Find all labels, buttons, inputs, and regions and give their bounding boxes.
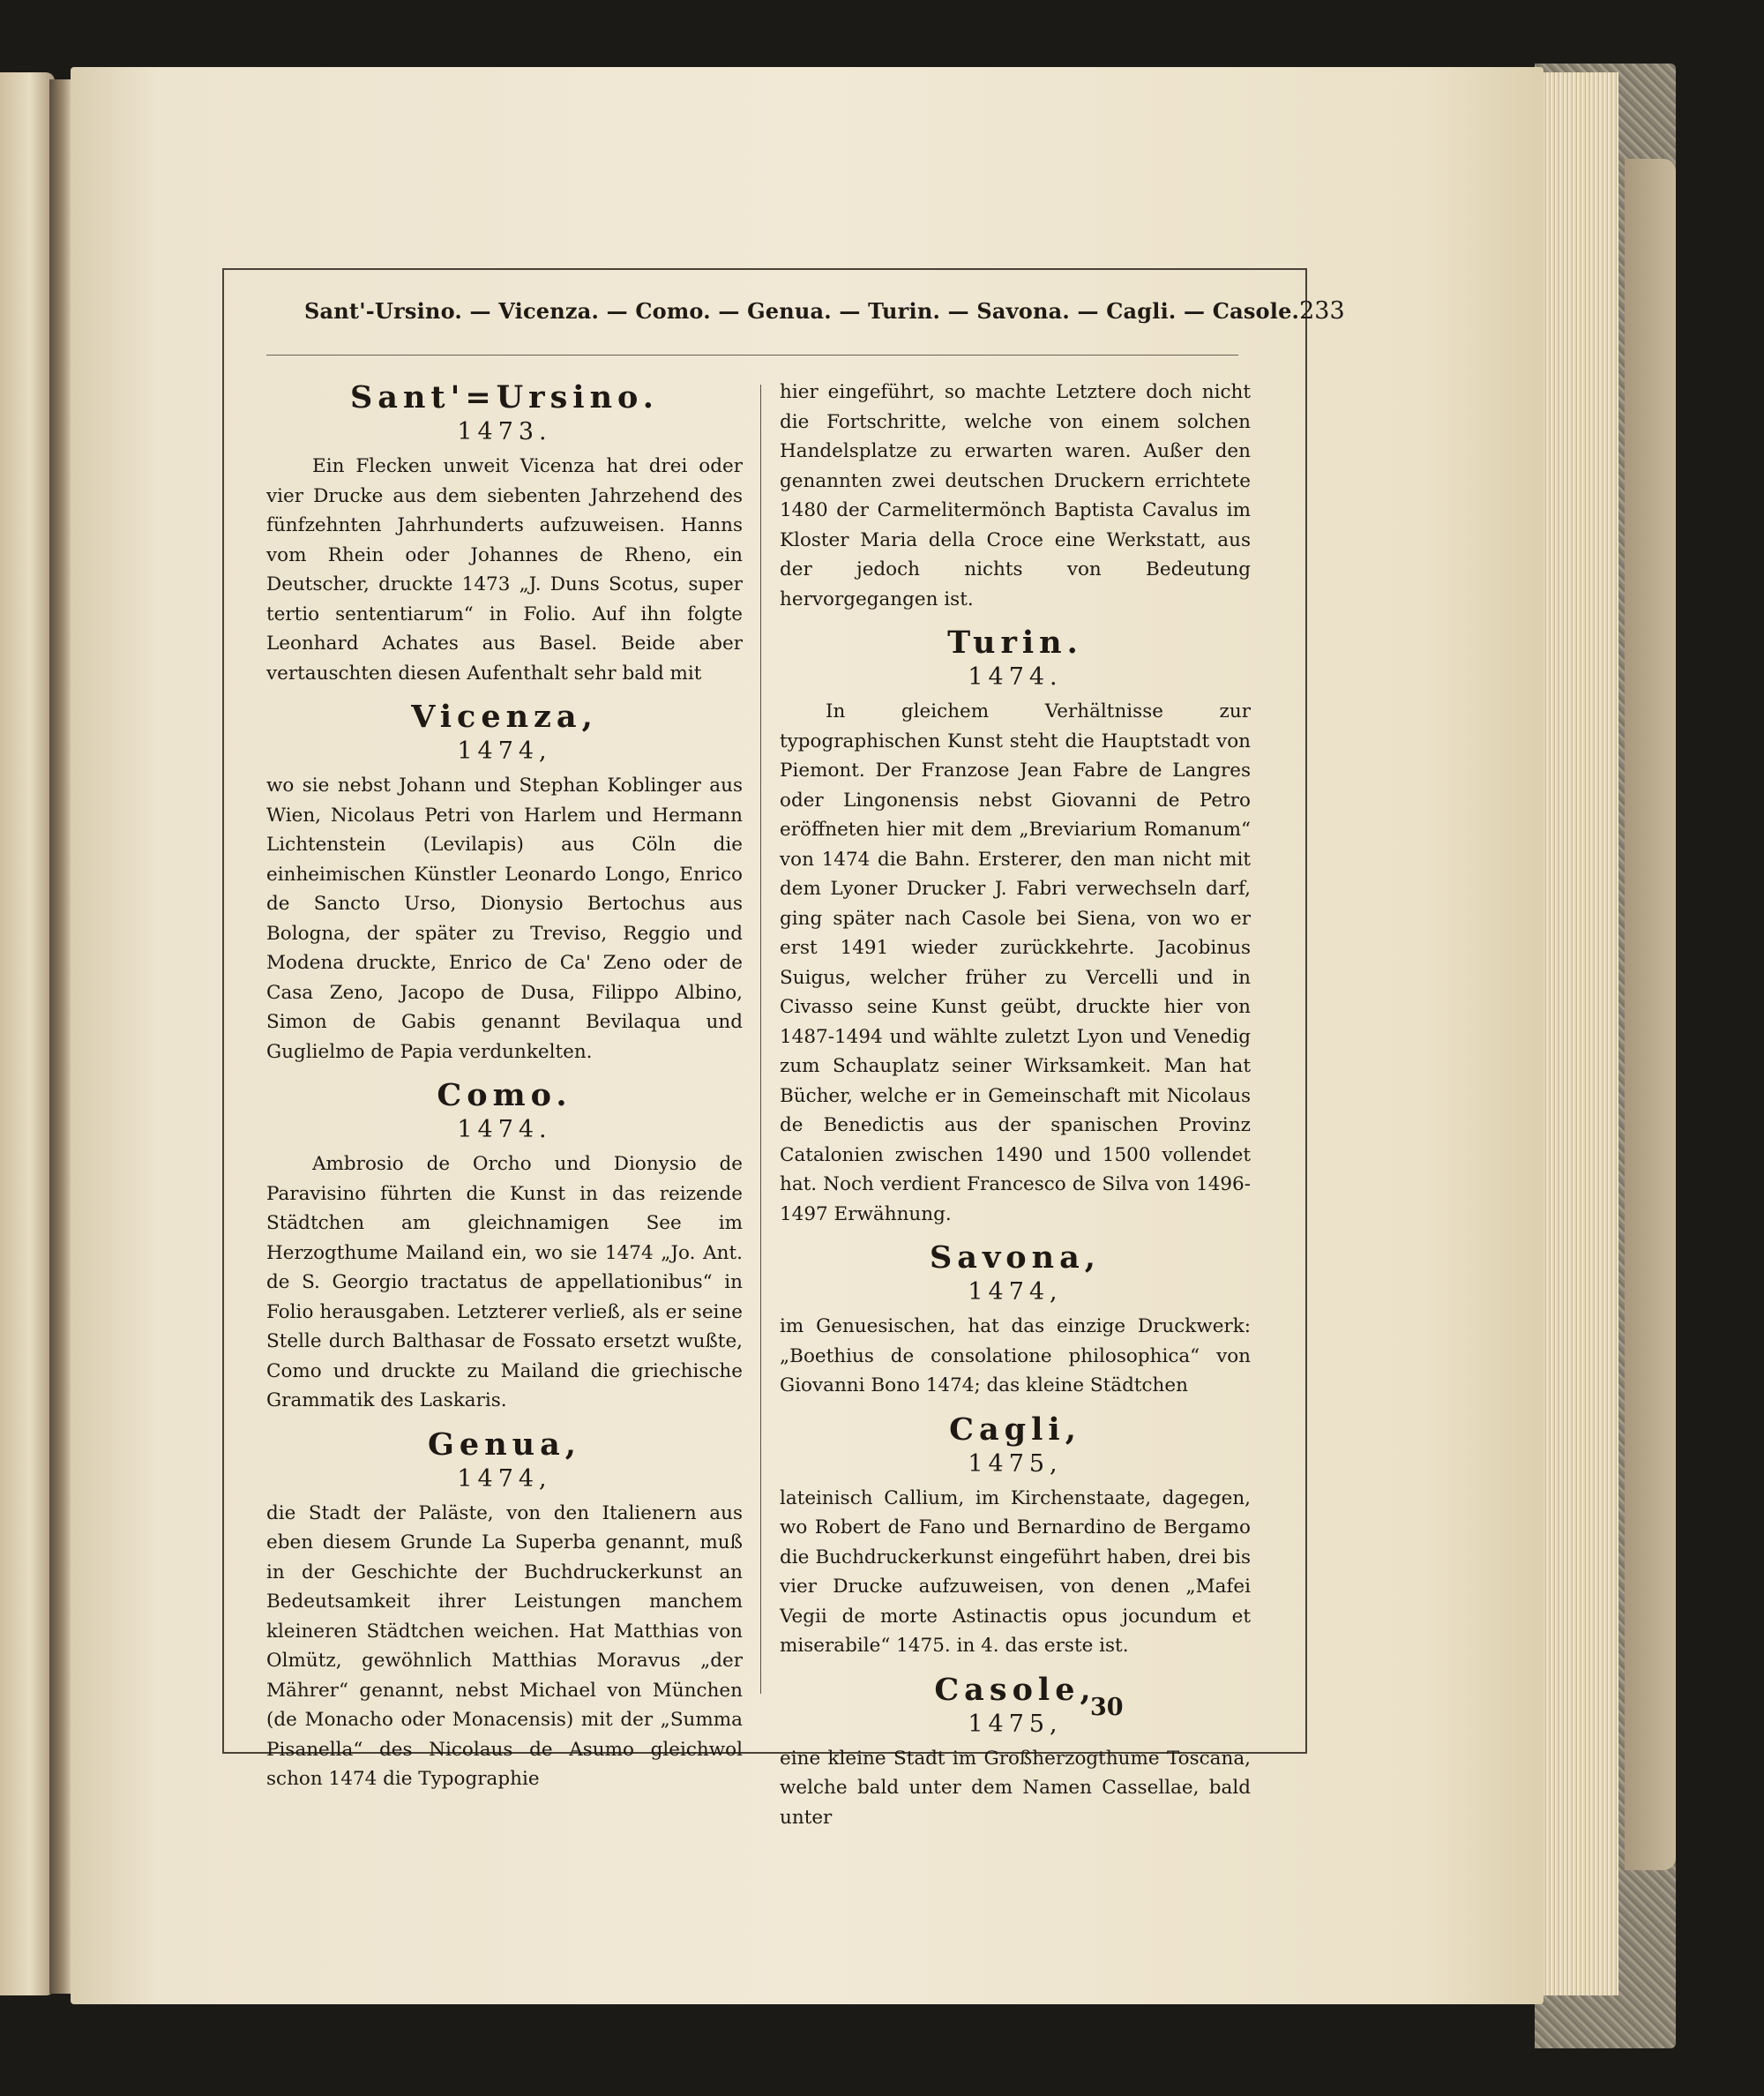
section-text: lateinisch Callium, im Kirchenstaate, dagegen, wo Robert de Fano und Bernardino de Bergamo die Buchdruckerkunst eingeführt haben, drei bis vier Drucke aufzuweisen, von denen „Mafei Vegii de morte Astinactis opus jocundum et miserabile“ 1475. in 4. das erste ist.	[780, 1486, 1251, 1657]
section-heading-cagli: Cagli,	[949, 1411, 1081, 1448]
section-text: im Genuesischen, hat das einzige Druckwerk: „Boethius de consolatione philosophica“ von Giovanni Bono 1474; das kleine Städtchen	[780, 1315, 1251, 1396]
section-heading-savona: Savona,	[930, 1239, 1101, 1276]
section-year: 1475,	[968, 1449, 1063, 1478]
left-column	[266, 378, 743, 1794]
section-heading-casole: Casole,	[934, 1671, 1096, 1708]
running-title: Sant'-Ursino. — Vicenza. — Como. — Genua. — Turin. — Savona. — Cagli. — Casole.	[304, 297, 1300, 324]
section-heading-sant-ursino: Sant'=Ursino.	[350, 379, 659, 415]
header-rule	[266, 355, 1238, 356]
section-text: In gleichem Verhältnisse zur typographischen Kunst steht die Hauptstadt von Piemont. Der Franzose Jean Fabre de Langres oder Lingonensis nebst Giovanni de Petro eröffneten hier mit dem „Breviarium Romanum“ von 1474 die Bahn. Ersterer, den man nicht mit dem Lyoner Drucker J. Fabri verwechseln darf, ging später nach Casole bei Siena, von wo er erst 1491 wieder zurückkehrte. Jacobinus Suigus, welcher früher zu Vercelli und in Civasso seine Kunst geübt, druckte hier von 1487-1494 und wählte zuletzt Lyon und Venedig zum Schauplatz seiner Wirksamkeit. Man hat Bücher, welche er in Gemeinschaft mit Nicolaus de Benedictis aus der spanischen Provinz Catalonien zwischen 1490 und 1500 vollendet hat. Noch verdient Francesco de Silva von 1496-1497 Erwähnung.	[780, 700, 1251, 1225]
section-heading-genua: Genua,	[428, 1426, 581, 1463]
cover-board	[1625, 159, 1676, 1870]
section-text: Ein Flecken unweit Vicenza hat drei oder vier Drucke aus dem siebenten Jahrzehend des fünfzehnten Jahrhunderts aufzuweisen. Hanns vom Rhein oder Johannes de Rheno, ein Deutscher, druckte 1473 „J. Duns Scotus, super tertio sententiarum“ in Folio. Auf ihn folgte Leonhard Achates aus Basel. Beide aber vertauschten diesen Aufenthalt sehr bald mit	[266, 455, 743, 685]
section-year: 1473.	[457, 418, 552, 445]
section-year: 1475,	[968, 1710, 1063, 1738]
section-text: wo sie nebst Johann und Stephan Koblinger aus Wien, Nicolaus Petri von Harlem und Hermann Lichtenstein (Levilapis) aus Cöln die einheimischen Künstler Leonardo Longo, Enrico de Sancto Urso, Dionysio Bertochus aus Bologna, der später zu Treviso, Reggio und Modena druckte, Enrico de Ca' Zeno oder de Casa Zeno, Jacopo de Dusa, Filippo Albino, Simon de Gabis genannt Bevilaqua und Guglielmo de Papia verdunkelten.	[266, 775, 743, 1063]
section-year: 1474.	[457, 1116, 552, 1143]
section-text-continued: hier eingeführt, so machte Letztere doch nicht die Fortschritte, welche von einem solchen Handelsplatze zu erwarten waren. Außer den genannten zwei deutschen Druckern errichtete 1480 der Carmelitermönch Baptista Cavalus im Kloster Maria della Croce eine Werkstatt, aus der jedoch nichts von Bedeutung hervorgegangen ist.	[780, 381, 1251, 610]
section-text: die Stadt der Paläste, von den Italienern aus eben diesem Grunde La Superba genannt, muß in der Geschichte der Buchdruckerkunst an Bedeutsamkeit ihrer Leistungen manchem kleineren Städtchen weichen. Hat Matthias von Olmütz, gewöhnlich Matthias Moravus „der Mährer“ genannt, nebst Michael von München (de Monacho oder Monacensis) mit der „Summa Pisanella“ des Nicolaus de Asumo gleichwol schon 1474 die Typographie	[266, 1501, 743, 1790]
running-header	[304, 291, 1345, 330]
signature-mark: 30	[1090, 1694, 1124, 1721]
page-edges	[1539, 72, 1618, 1995]
section-year: 1474.	[968, 663, 1063, 691]
section-heading-turin: Turin.	[947, 625, 1083, 661]
right-column	[780, 378, 1251, 1832]
section-year: 1474,	[457, 737, 552, 765]
book-gutter	[49, 79, 72, 1994]
section-heading-como: Como.	[437, 1077, 572, 1113]
section-text: Ambrosio de Orcho und Dionysio de Paravisino führten die Kunst in das reizende Städtchen am gleichnamigen See im Herzogthume Mailand ein, wo sie 1474 „Jo. Ant. de S. Georgio tractatus de appellationibus“ in Folio herausgaben. Letzterer verließ, als er seine Stelle durch Balthasar de Fossato ersetzt wußte, Como und druckte zu Mailand die griechische Grammatik des Laskaris.	[266, 1153, 743, 1411]
column-divider	[760, 385, 761, 1694]
left-page-edge	[0, 72, 55, 1995]
section-heading-vicenza: Vicenza,	[411, 699, 598, 735]
section-text: eine kleine Stadt im Großherzogthume Toscana, welche bald unter dem Namen Cassellae, bald unter	[780, 1747, 1251, 1829]
page-number: 233	[1299, 296, 1345, 325]
section-year: 1474,	[968, 1278, 1063, 1306]
section-year: 1474,	[457, 1464, 552, 1493]
